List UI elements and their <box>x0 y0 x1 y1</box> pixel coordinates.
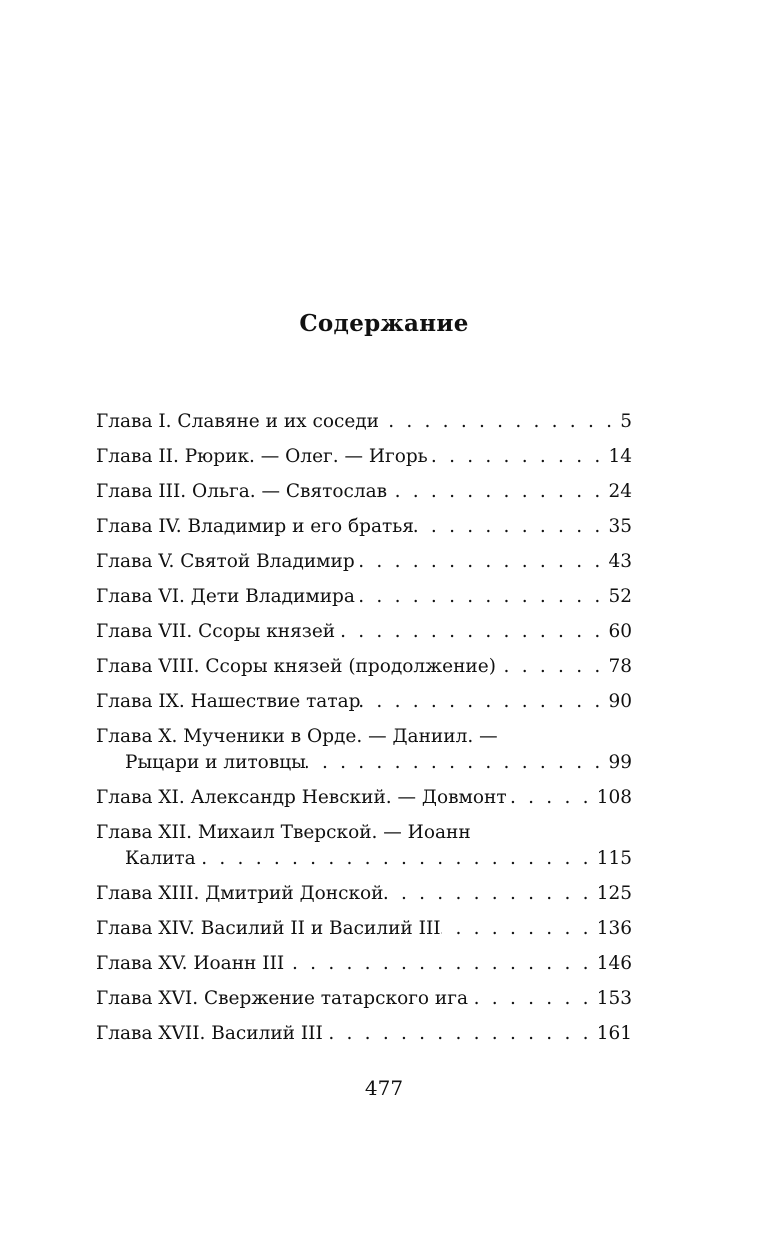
dot-leader <box>496 654 609 680</box>
toc-entry-title: Глава XV. Иоанн III <box>96 953 285 974</box>
dot-leader <box>355 549 609 575</box>
toc-entry-title: Глава XIII. Дмитрий Донской <box>96 883 384 904</box>
toc-entry-11[interactable] <box>96 785 632 811</box>
toc-entry-title-continued: Рыцари и литовцы <box>125 752 306 773</box>
toc-entry-title: Глава I. Славяне и их соседи <box>96 411 379 432</box>
toc-entry-title: Глава XIV. Василий II и Василий III <box>96 918 441 939</box>
dot-leader <box>335 619 608 645</box>
toc-entry-16[interactable] <box>96 986 632 1012</box>
toc-page-number: 125 <box>596 883 632 904</box>
toc-page-number: 153 <box>596 988 632 1009</box>
toc-page-number: 43 <box>608 551 632 572</box>
dot-leader <box>441 916 597 942</box>
toc-page-number: 5 <box>620 411 632 432</box>
toc-entry-title: Глава VIII. Ссоры князей (продолжение) <box>96 656 496 677</box>
toc-entry-title: Глава X. Мученики в Орде. — Даниил. — <box>96 726 498 747</box>
toc-page-number: 14 <box>608 446 632 467</box>
toc-entry-title-continued: Калита <box>125 848 196 869</box>
toc-entry-title: Глава V. Святой Владимир <box>96 551 355 572</box>
toc-page-number: 52 <box>608 586 632 607</box>
dot-leader <box>468 986 597 1012</box>
toc-entry-12[interactable] <box>96 820 632 872</box>
toc-page-number: 146 <box>596 953 632 974</box>
dot-leader <box>360 689 608 715</box>
toc-entry-4[interactable] <box>96 514 632 540</box>
toc-entry-17[interactable] <box>96 1021 632 1047</box>
page-number: 477 <box>364 1076 404 1100</box>
toc-page-number: 136 <box>596 918 632 939</box>
toc-entry-8[interactable] <box>96 654 632 680</box>
toc-entry-title: Глава VI. Дети Владимира <box>96 586 355 607</box>
dot-leader <box>284 951 597 977</box>
toc-entry-title: Глава II. Рюрик. — Олег. — Игорь <box>96 446 428 467</box>
toc-entry-title: Глава III. Ольга. — Святослав <box>96 481 388 502</box>
toc-page-number: 108 <box>596 787 632 808</box>
toc-page-number: 24 <box>608 481 632 502</box>
toc-entry-title: Глава XII. Михаил Тверской. — Иоанн <box>96 822 471 843</box>
toc-page-number: 78 <box>608 656 632 677</box>
toc-entry-title: Глава IV. Владимир и его братья <box>96 516 414 537</box>
dot-leader <box>384 881 597 907</box>
dot-leader <box>379 409 620 435</box>
toc-entry-14[interactable] <box>96 916 632 942</box>
toc-entry-15[interactable] <box>96 951 632 977</box>
dot-leader <box>414 514 609 540</box>
table-of-contents <box>96 409 632 1056</box>
toc-page-number: 99 <box>608 752 632 773</box>
toc-entry-6[interactable] <box>96 584 632 610</box>
dot-leader <box>507 785 597 811</box>
toc-entry-3[interactable] <box>96 479 632 505</box>
dot-leader <box>355 584 609 610</box>
dot-leader <box>323 1021 597 1047</box>
toc-entry-2[interactable] <box>96 444 632 470</box>
dot-leader <box>306 750 609 776</box>
dot-leader <box>387 479 608 505</box>
toc-entry-7[interactable] <box>96 619 632 645</box>
page-title: Содержание <box>299 310 469 337</box>
toc-entry-1[interactable] <box>96 409 632 435</box>
dot-leader <box>196 846 597 872</box>
toc-entry-5[interactable] <box>96 549 632 575</box>
toc-entry-title: Глава VII. Ссоры князей <box>96 621 336 642</box>
toc-entry-title: Глава IX. Нашествие татар <box>96 691 361 712</box>
toc-page-number: 90 <box>608 691 632 712</box>
toc-page-number: 60 <box>608 621 632 642</box>
toc-entry-9[interactable] <box>96 689 632 715</box>
toc-entry-title: Глава XVI. Свержение татарского ига <box>96 988 468 1009</box>
toc-entry-title: Глава XVII. Василий III <box>96 1023 323 1044</box>
dot-leader <box>428 444 609 470</box>
toc-entry-title: Глава XI. Александр Невский. — Довмонт <box>96 787 507 808</box>
toc-page-number: 35 <box>608 516 632 537</box>
toc-entry-10[interactable] <box>96 724 632 776</box>
toc-page-number: 161 <box>596 1023 632 1044</box>
toc-entry-13[interactable] <box>96 881 632 907</box>
toc-page-number: 115 <box>596 848 632 869</box>
